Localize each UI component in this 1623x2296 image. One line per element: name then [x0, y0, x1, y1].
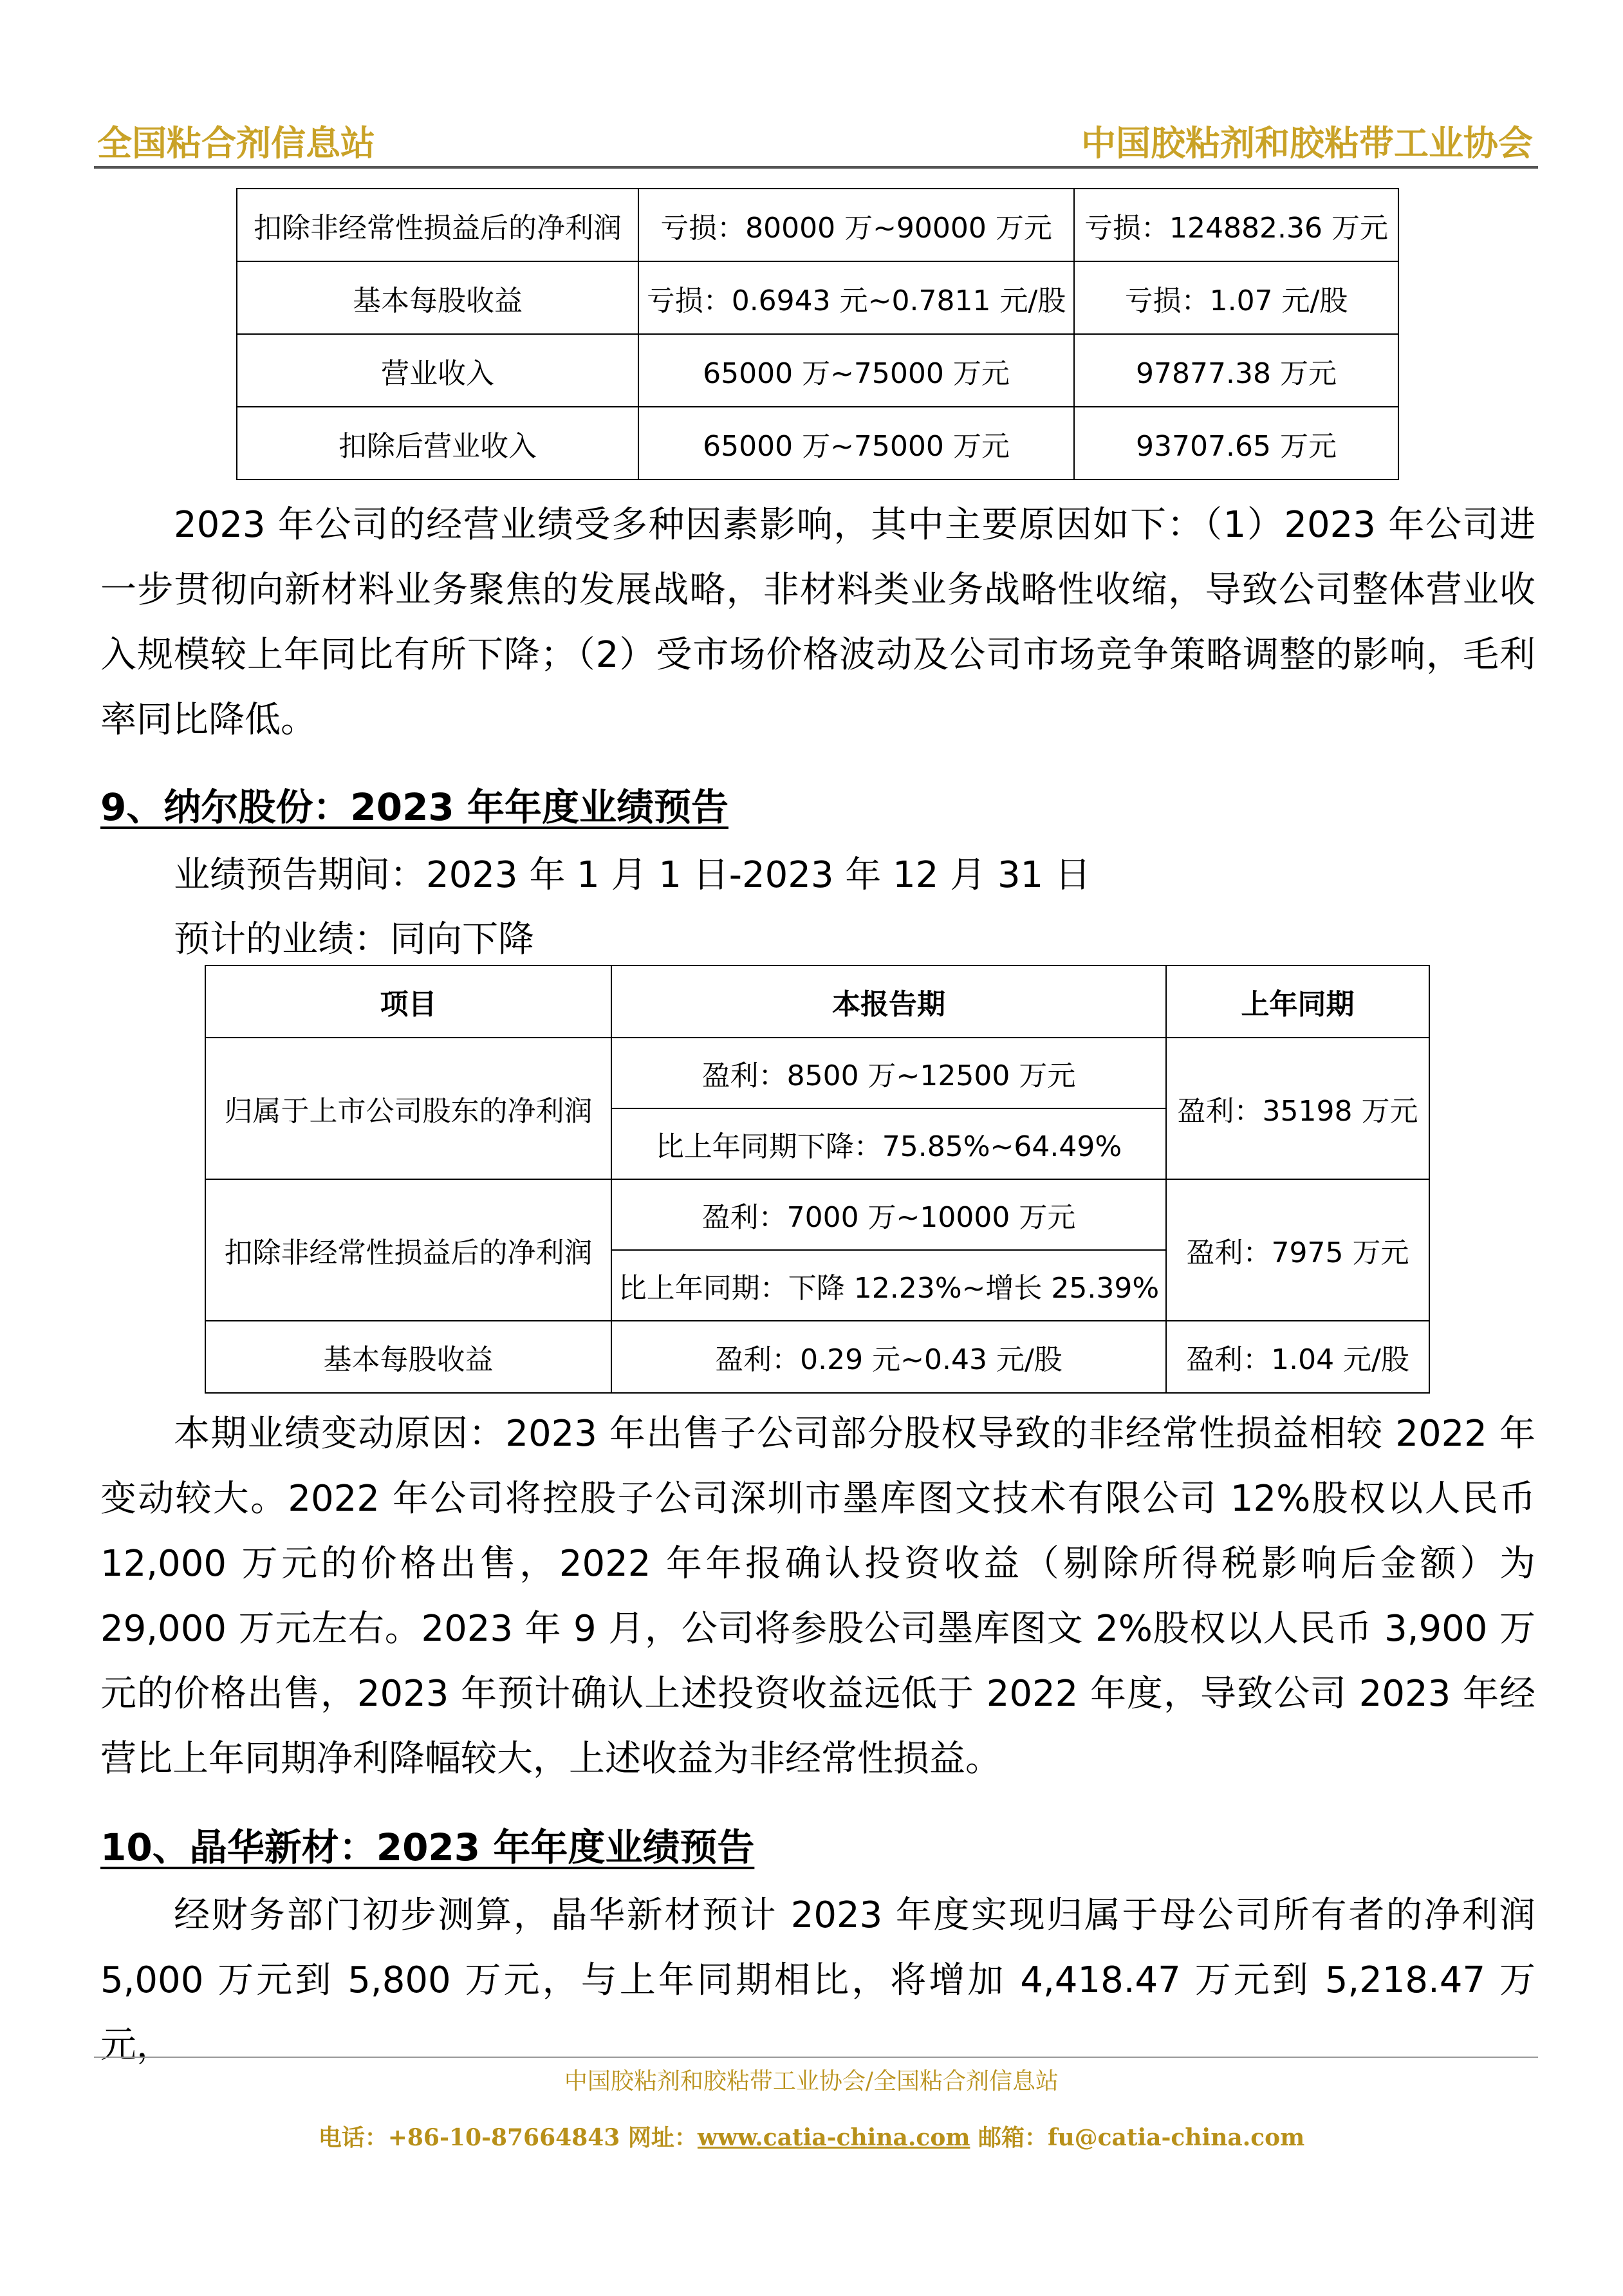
- footer-organization: 中国胶粘剂和胶粘带工业协会/全国粘合剂信息站: [564, 2068, 1059, 2095]
- financial-table-continued: [236, 188, 1399, 480]
- header-divider: [94, 166, 1538, 169]
- table-row: [237, 261, 1398, 334]
- table-row: [205, 1179, 1429, 1250]
- column-header: 本报告期: [611, 966, 1166, 1038]
- table-cell: 扣除后营业收入: [237, 407, 638, 480]
- table-cell: 93707.65 万元: [1074, 407, 1398, 480]
- paragraph-change-reasons: 本期业绩变动原因：2023 年出售子公司部分股权导致的非经常性损益相较 2022 年变动较大。2022 年公司将控股子公司深圳市墨库图文技术有限公司 12%股权以人民币 12,000 万元的价格出售，2022 年年报确认投资收益（剔除所得税影响后金额）为 29,000 万元左右。2023 年 9 月，公司将参股公司墨库图文 2%股权以人民币 3,900 万元的价格出售，2023 年预计确认上述投资收益远低于 2022 年度，导致公司 2023 年经营比上年同期净利降幅较大，上述收益为非经常性损益。: [100, 1413, 1535, 1780]
- table-row: [237, 334, 1398, 407]
- paragraph-performance-reasons: 2023 年公司的经营业绩受多种因素影响，其中主要原因如下：（1）2023 年公司进一步贯彻向新材料业务聚焦的发展战略，非材料类业务战略性收缩，导致公司整体营业收入规模较上年同比有所下降；（2）受市场价格波动及公司市场竞争策略调整的影响，毛利率同比降低。: [100, 504, 1535, 741]
- column-header: 上年同期: [1166, 966, 1429, 1038]
- footer-email: 邮箱：fu@catia-china.com: [970, 2124, 1305, 2151]
- table-cell: 归属于上市公司股东的净利润: [205, 1038, 611, 1179]
- header-association-name: 中国胶粘剂和胶粘带工业协会: [1081, 122, 1533, 163]
- column-header: 项目: [205, 966, 611, 1038]
- table-cell: 盈利：7000 万~10000 万元: [611, 1179, 1166, 1250]
- footer-contact: [0, 2120, 1623, 2152]
- paragraph-jinghua-forecast: 经财务部门初步测算，晶华新材预计 2023 年度实现归属于母公司所有者的净利润 5,000 万元到 5,800 万元，与上年同期相比，将增加 4,418.47 万元到 5,218.47 万元，: [100, 1894, 1535, 2066]
- section-heading-9: 9、纳尔股份：2023 年年度业绩预告: [100, 785, 728, 829]
- table-cell: 65000 万~75000 万元: [638, 407, 1074, 480]
- table-cell: 97877.38 万元: [1074, 334, 1398, 407]
- table-row: [237, 407, 1398, 480]
- table-cell: 亏损：0.6943 元~0.7811 元/股: [638, 261, 1074, 334]
- forecast-period: 业绩预告期间：2023 年 1 月 1 日-2023 年 12 月 31 日: [174, 854, 1091, 896]
- table-cell: 基本每股收益: [237, 261, 638, 334]
- table-row: [205, 1038, 1429, 1108]
- header-site-name: 全国粘合剂信息站: [97, 122, 375, 163]
- table-cell: 盈利：1.04 元/股: [1166, 1321, 1429, 1393]
- footer-website-link[interactable]: www.catia-china.com: [697, 2124, 970, 2151]
- section-heading-10: 10、晶华新材：2023 年年度业绩预告: [100, 1825, 755, 1869]
- nar-forecast-table: [205, 965, 1430, 1394]
- table-cell: 比上年同期下降：75.85%~64.49%: [611, 1108, 1166, 1179]
- table-header-row: [205, 966, 1429, 1038]
- table-cell: 盈利：0.29 元~0.43 元/股: [611, 1321, 1166, 1393]
- table-cell: 盈利：7975 万元: [1166, 1179, 1429, 1321]
- forecast-type: 预计的业绩：同向下降: [174, 919, 534, 960]
- table-cell: 扣除非经常性损益后的净利润: [205, 1179, 611, 1321]
- table-cell: 营业收入: [237, 334, 638, 407]
- footer-phone: 电话：+86-10-87664843 网址：: [318, 2124, 698, 2151]
- table-cell: 盈利：35198 万元: [1166, 1038, 1429, 1179]
- table-cell: 亏损：1.07 元/股: [1074, 261, 1398, 334]
- table-row: [237, 189, 1398, 261]
- footer-divider: [94, 2057, 1538, 2058]
- table-cell: 亏损：124882.36 万元: [1074, 189, 1398, 261]
- table-row: [205, 1321, 1429, 1393]
- table-cell: 扣除非经常性损益后的净利润: [237, 189, 638, 261]
- table-cell: 基本每股收益: [205, 1321, 611, 1393]
- table-cell: 比上年同期：下降 12.23%~增长 25.39%: [611, 1250, 1166, 1321]
- table-cell: 65000 万~75000 万元: [638, 334, 1074, 407]
- table-cell: 盈利：8500 万~12500 万元: [611, 1038, 1166, 1108]
- table-cell: 亏损：80000 万~90000 万元: [638, 189, 1074, 261]
